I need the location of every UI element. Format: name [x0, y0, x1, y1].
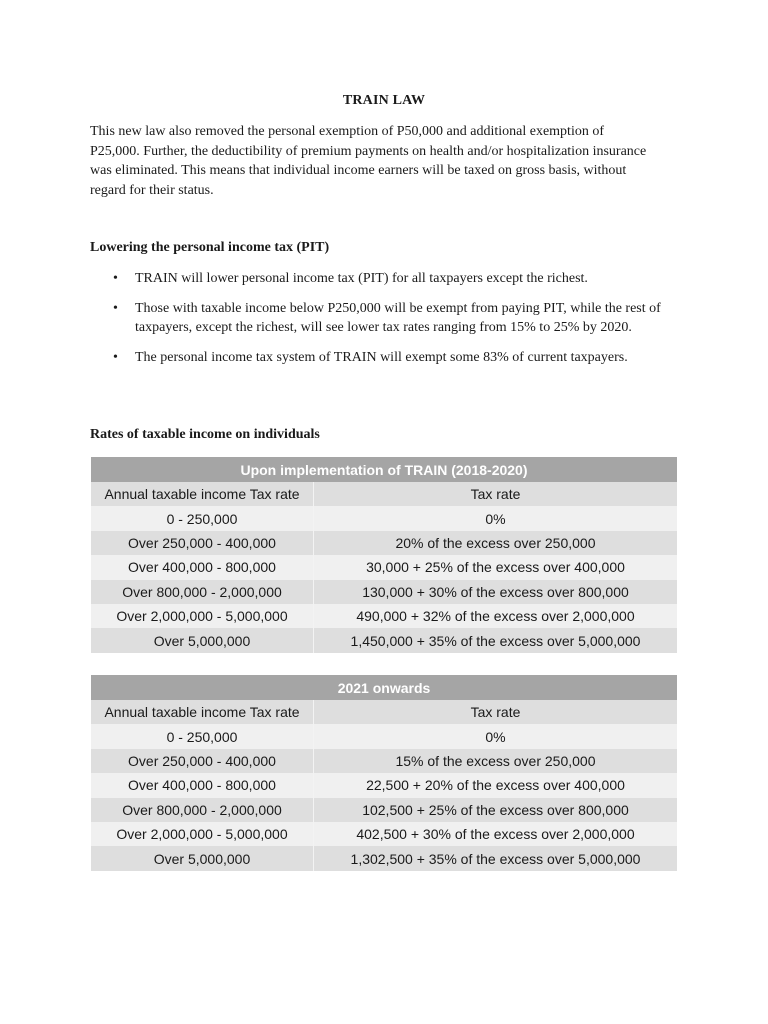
list-item-text: TRAIN will lower personal income tax (PIT) for all taxpayers except the richest.	[135, 271, 588, 286]
rates-heading: Rates of taxable income on individuals	[90, 427, 320, 442]
tax-table-2021-onwards	[91, 675, 677, 871]
bullet-icon: •	[113, 271, 118, 286]
list-item	[90, 269, 680, 288]
table-title: Upon implementation of TRAIN (2018-2020)	[91, 457, 677, 482]
table-cell: 1,302,500 + 35% of the excess over 5,000,000	[314, 846, 678, 870]
tax-table-2018-2020	[91, 457, 677, 653]
table-cell: 20% of the excess over 250,000	[314, 531, 678, 555]
table-row	[91, 822, 677, 846]
table-row	[91, 604, 677, 628]
table-cell: Over 400,000 - 800,000	[91, 773, 314, 797]
list-item	[90, 348, 680, 367]
list-item-text: The personal income tax system of TRAIN will exempt some 83% of current taxpayers.	[135, 350, 628, 365]
table-cell: 0 - 250,000	[91, 506, 314, 530]
table-header-row	[91, 482, 677, 506]
column-header: Tax rate	[314, 700, 678, 724]
list-item-text: Those with taxable income below P250,000 will be exempt from paying PIT, while the rest of taxpayers, except the richest, will see lower tax rates ranging from 15% to 25% by 2020.	[135, 301, 661, 335]
table-row	[91, 531, 677, 555]
column-header: Annual taxable income Tax rate	[91, 700, 314, 724]
list-item	[90, 299, 680, 337]
page-title: TRAIN LAW	[342, 93, 426, 108]
bullet-icon: •	[113, 301, 118, 316]
table-cell: Over 5,000,000	[91, 846, 314, 870]
table-cell: Over 400,000 - 800,000	[91, 555, 314, 579]
table-cell: Over 2,000,000 - 5,000,000	[91, 604, 314, 628]
table-cell: 22,500 + 20% of the excess over 400,000	[314, 773, 678, 797]
table-cell: Over 5,000,000	[91, 628, 314, 652]
table-cell: 0%	[314, 506, 678, 530]
table-cell: Over 800,000 - 2,000,000	[91, 580, 314, 604]
table-cell: 0 - 250,000	[91, 724, 314, 748]
table-row	[91, 724, 677, 748]
intro-paragraph	[90, 122, 650, 200]
table-row	[91, 628, 677, 652]
table-cell: 30,000 + 25% of the excess over 400,000	[314, 555, 678, 579]
table-row	[91, 846, 677, 870]
table-cell: 130,000 + 30% of the excess over 800,000	[314, 580, 678, 604]
table-cell: 490,000 + 32% of the excess over 2,000,000	[314, 604, 678, 628]
table-cell: 1,450,000 + 35% of the excess over 5,000,000	[314, 628, 678, 652]
table-title-row	[91, 457, 677, 482]
table-cell: 0%	[314, 724, 678, 748]
table-cell: Over 250,000 - 400,000	[91, 749, 314, 773]
table-cell: 15% of the excess over 250,000	[314, 749, 678, 773]
table-row	[91, 506, 677, 530]
table-cell: Over 800,000 - 2,000,000	[91, 798, 314, 822]
table-row	[91, 749, 677, 773]
table-row	[91, 773, 677, 797]
table-cell: 102,500 + 25% of the excess over 800,000	[314, 798, 678, 822]
column-header: Annual taxable income Tax rate	[91, 482, 314, 506]
column-header: Tax rate	[314, 482, 678, 506]
table-cell: 402,500 + 30% of the excess over 2,000,000	[314, 822, 678, 846]
pit-bullet-list	[90, 269, 680, 378]
table-row	[91, 555, 677, 579]
table-cell: Over 250,000 - 400,000	[91, 531, 314, 555]
table-title-row	[91, 675, 677, 700]
table-header-row	[91, 700, 677, 724]
table-row	[91, 580, 677, 604]
intro-text: This new law also removed the personal exemption of P50,000 and additional exemption of P25,000. Further, the deductibility of premium payments on health and/or hospitalization insurance was eliminated. This means that individual income earners will be taxed on gross basis, without regard for their status.	[90, 124, 647, 198]
table-cell: Over 2,000,000 - 5,000,000	[91, 822, 314, 846]
table-title: 2021 onwards	[91, 675, 677, 700]
table-row	[91, 798, 677, 822]
pit-heading: Lowering the personal income tax (PIT)	[90, 240, 330, 255]
bullet-icon: •	[113, 350, 118, 365]
